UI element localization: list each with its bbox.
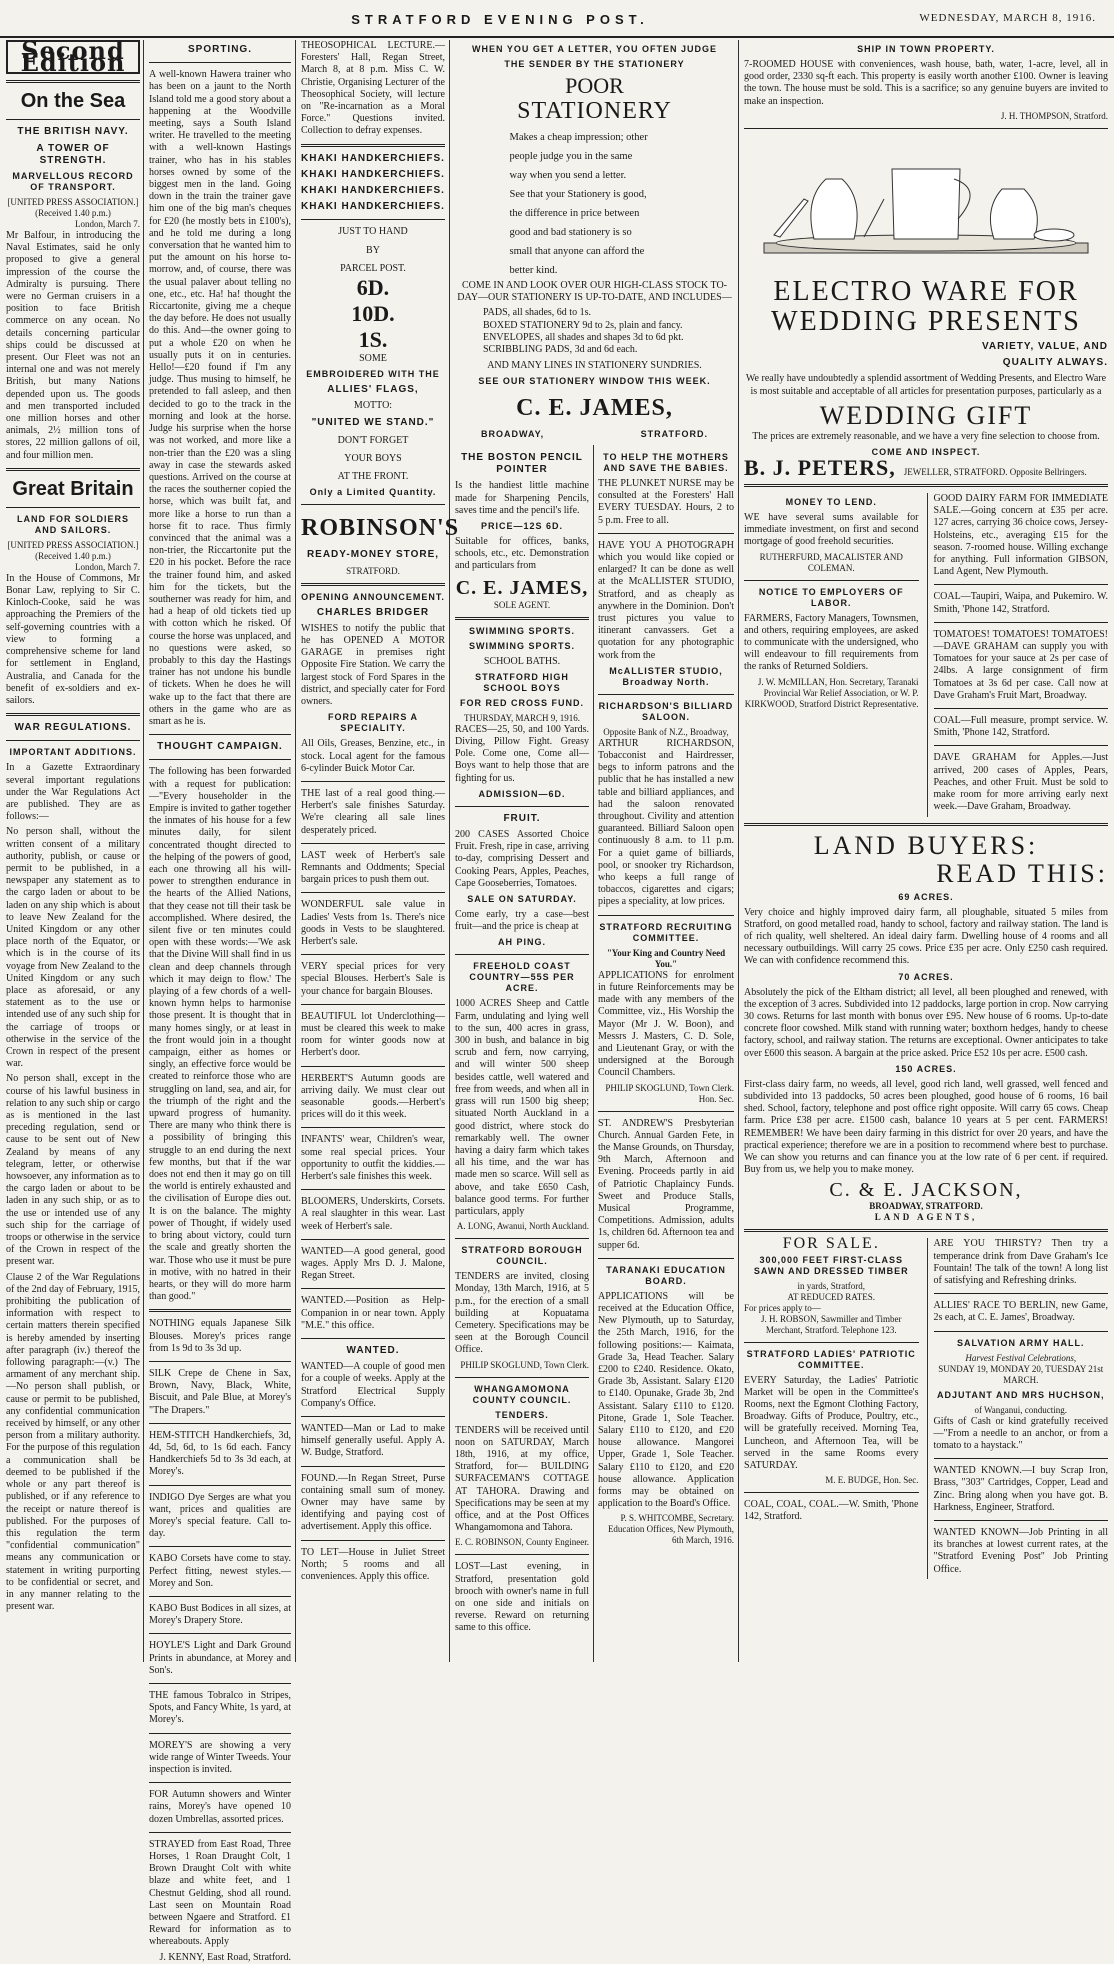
fruit-body: 200 CASES Assorted Choice Fruit. Fresh, ripe in case, arriving to-day, comprising Dessert and Cooking Pears, Apples, Peaches, Cape Gooseberries, Tomatoes. [455,829,589,889]
jackson-address: BROADWAY, STRATFORD. [869,1201,983,1212]
wanted-ad: WANTED.—Position as Help-Companion in or near town. Apply "M.E." this office. [301,1295,445,1331]
robson: J. H. ROBSON, Sawmiller and Timber Merchant, Stratford. Telephone 123. [760,1313,902,1335]
parcel-post: PARCEL POST. [340,262,406,274]
price-1s: 1S. [358,327,388,353]
received-time: (Received 1.40 p.m.) [35,208,111,219]
harvest-festival: Harvest Festival Celebrations, [965,1352,1077,1363]
right-ad: DAVE GRAHAM for Apples.—Just arrived, 200 cases of Apples, Pears, Peaches, and other Fruit. Must be sold to make room for more arriving early next week.—Dave Graham, Broadway. [933,752,1108,813]
acres-150: 150 ACRES. [895,1063,957,1074]
gift-body: The prices are extremely reasonable, and we have a very fine selection to choose from. [752,430,1100,442]
article-body: In the House of Commons, Mr Bonar Law, replying to Sir C. Kinloch-Cooke, said he was approaching the Premiers of the self-governing countries with a view to forming a comprehensive scheme for land for settlement in England, Australia, and Canada for the benefit of ex-soldiers and ex-sailors. [6,572,140,706]
ladies-committee: STRATFORD LADIES' PATRIOTIC COMMITTEE. [746,1348,916,1370]
fruit-heading: FRUIT. [503,812,541,824]
come-inspect: COME AND INSPECT. [871,447,981,458]
herbert-ad: LAST week of Herbert's sale Remnants and Oddments; Special bargain prices to push them out. [301,849,445,886]
electro-body: We really have undoubtedly a splendid assortment of Wedding Presents, and Electro Ware is most suitable and acceptable of all articles for presentation purposes, particularly as a [745,373,1107,397]
article-body: Mr Balfour, in introducing the Naval Estimates, said he only proposed to give a general impression of the course the Admiralty is pursuing. There were no German cruisers in a position to face British commerce on any ocean. No details concerning particular ships could be discussed at present. Our Fleet was not an internal one and was not merely British, but many Nations depended upon us. The goods and men transported included one million horses and other animals, 2½ million tons of stores, 22 million gallons of oil, and four million men. [6,230,140,461]
allies-flags: ALLIES' FLAGS, [327,384,419,396]
wanted-heading: WANTED. [346,1345,400,1357]
red-cross-fund: FOR RED CROSS FUND. [459,697,584,708]
bridger-name: CHARLES BRIDGER [316,606,430,618]
stationery-label: STATIONERY [517,98,672,124]
stationery-line: way when you send a letter. [509,170,627,181]
acres-69-body: Very choice and highly improved dairy farm, all ploughable, situated 5 miles from Stratford, on good metalled road, handy to school, factory and railway station. The land is of rich quality, well sheltered. An ideal dairy farm. Dwelling house of 4 rooms and all necessary outbuildings. Will carry 25 cows. Price £35 per acre. Only £250 cash required. We can with confidence recommend this. [744,906,1108,967]
billiard-body: ARTHUR RICHARDSON, Tobacconist and Hairdresser, begs to inform patrons and the public that he has installed a new table and billiard appliances, and had the saloon renovated throughout. Civility and attention guaranteed. Billiard Saloon open continuously 8 a.m. to 11 p.m. For a quiet game of billiards, pool, or snooker try Richardson, who keeps a full range of tobaccos, cigarettes and cigars; pipes a speciality, at low prices. [598,737,734,908]
dateline: London, March 7. [75,561,140,572]
apply-prices: For prices apply to— [744,1302,821,1313]
harvest-dates: SUNDAY 19, MONDAY 20, TUESDAY 21st MARCH. [938,1363,1104,1385]
recruit-signature: PHILIP SKOGLUND, Town Clerk. Hon. Sec. [605,1082,734,1104]
headline-sporting: SPORTING. [187,44,252,55]
tenders-heading: TENDERS. [495,1409,549,1420]
article-body: No person shall, except in the course of his lawful business in relation to any such ship or cargo as is mentioned in the last preceding regulation, send or cause to be sent out of New Zealand by means of any telegram, letter, or otherwise howsoever, any information as to the cargo laden or about to be laden in any such ship, or as to the use or intended use of any such ship for the carriage of troops or otherwise in the service of the Crown in respect of the present war. [6,1073,140,1268]
column-ads-2 [455,448,589,1662]
khaki-line: KHAKI HANDKERCHIEFS. [301,168,445,180]
stray-signature: J. KENNY, East Road, Stratford. [159,1951,291,1963]
mothers-babies: TO HELP THE MOTHERS AND SAVE THE BABIES. [603,452,729,473]
acres-70-body: Absolutely the pick of the Eltham district; all level, all been ploughed and renewed, with the exception of 3 acres. Subdivided into 12 paddocks, large portion in crop. Now carrying 30 cows. Returns for last month with bonus over £95. New house of 6 rooms. Up-to-date concrete floor cowshed. Milk stand with running water; boxthorn hedges, handy to cheese factory, school, and railway station. The returns are exceptional. Owner anticipates to take over £600 this season. A bargain at the price asked. Price £52 10s per acre. £500 cash. [744,986,1108,1059]
education-signature: P. S. WHITCOMBE, Secretary. Education Offices, New Plymouth, 6th March, 1916. [607,1513,734,1546]
notice-body: FARMERS, Factory Managers, Townsmen, and others, requiring employees, are asked to communicate with the undersigned, who will endeavour to fill requirements from the ranks of Returned Soldiers. [744,612,919,673]
subhead: IMPORTANT ADDITIONS. [9,747,137,758]
column-rule [295,40,296,1662]
subhead: LAND FOR SOLDIERS AND SAILORS. [16,513,129,535]
opening-announcement: OPENING ANNOUNCEMENT. [301,591,445,602]
found-ad: FOUND.—In Regan Street, Purse containing small sum of money. Owner may have same by identifying and paying cost of advertisement. Apply this office. [301,1472,445,1533]
stationery-ad [455,40,734,440]
classified-ad: THE famous Tobralco in Stripes, Spots, and Fancy White, 1s yard, at Morey's. [149,1689,291,1726]
land-buyers: LAND BUYERS: [813,830,1039,860]
stray-notice: STRAYED from East Road, Three Horses, 1 Roan Draught Colt, 1 Brown Draught Colt with white blaze and white feet, and 1 Chestnut Gelding, shod all round. Last seen on Mountain Road between Ngaere and Stratford. £1 Reward for information as to whereabouts. Apply [149,1838,291,1948]
recruiting-body: APPLICATIONS for enrolment in future Reinforcements may be made with any members of the Committee, viz., His Worship the Mayor (Mr J. W. Boon), and Messrs J. Masters, C. D. Sole, and Lieutenant Gray, or with the undersigned at the Borough Council Chambers. [598,969,734,1079]
stationery-window: SEE OUR STATIONERY WINDOW THIS WEEK. [478,376,711,387]
borough-council: STRATFORD BOROUGH COUNCIL. [461,1245,583,1267]
boston-body: Is the handiest little machine made for Sharpening Pencils, saves time and the pencil's life. [455,480,589,516]
herbert-ad: HERBERT'S Autumn goods are arriving daily. We must clear out seasonable goods.—Herbert's prices will do it this week. [301,1072,445,1121]
stationery-line: better kind. [509,265,558,276]
swim-date: THURSDAY, MARCH 9, 1916. [463,712,581,723]
column-rule [593,445,594,1662]
article-body: A well-known Hawera trainer who has been on a jaunt to the North Island told me a good story about a happening at the Woodville meeting, says a South Island writer. He travelled to the meeting with a well-known Hastings trainer, who has in his stables horses owned by some of the biggest men in the land. Going down in the train the trainer gave him one of the big man's cheques for £20 (he mostly bets in £100's), and he told me during a long conversation that he wanted him to put the amount on his horse to-morrow, and, of course, there was the usual palaver about telling no one, etc., etc. Ha! ha! thought the Riccartonite, giving me a cheque the day before. He does not usually do this. And—the owner going to put a whole £20 on when he usually puts it on in centuries. Hello!—£20 found if I'm any judge. Thus musing to himself, he pretended to fall asleep, and then decided to go to the track in the morning and look at the horse. Judge his surprise when the horse was not worked, and more like a non-trier than the £20 was a sling away in case the stewards asked questions. Arrived on the course at the races the southerner copied the horse, which was built fat, and more like a horse to run than a horse fit to race. Thus firmly convinced that the animal was a non-trier, the Riccartonite put the £20 in his pocket. Before the race the trainer found him, and asked him for the tickets, but the southerner was ready for him, and had a heap of old tickets tied up with cotton which he risked. Of course the horse was unplaced, and no questions were asked, so probably to this day the Hastings trainer has not undone his bundle of tickets. When he does he will wake up to the fact that there are others in the game who are as smart as he is. [149,69,291,727]
stationery-line: small that anyone can afford the [509,246,645,257]
wedding-gift: WEDDING GIFT [819,400,1033,430]
robinsons-store-name: ROBINSON'S [301,515,460,542]
james-address [455,425,734,444]
education-board: TARANAKI EDUCATION BOARD. [606,1264,726,1286]
sole-agent: SOLE AGENT. [493,599,551,610]
sale-body: Come early, try a case—best fruit—and the price is cheap at [455,909,589,933]
budge-signature: M. E. BUDGE, Hon. Sec. [825,1475,919,1486]
classified-ad: HEM-STITCH Handkerchiefs, 3d, 4d, 5d, 6d, to 1s 6d each. Fancy Handkerchiefs 5d to 3s 3d each, at Morey's. [149,1429,291,1478]
freehold-body: 1000 ACRES Sheep and Cattle Farm, undulating and lying well to the sun, 400 acres in grass, 300 in bush, and balance in big scrub and fern, now carrying, and will winter 500 sheep besides cattle, well watered and free from weeds, and when all in grass will run 1500 big sheep; situated North Auckland in a good district, where stock do remarkably well. The owner having a dairy farm which takes all his time, and the war has made men so scarce. Will sell as above, and take £650 Cash, balance good terms. For further particulars, apply [455,998,589,1217]
philip-signature: PHILIP SKOGLUND, Town Clerk. [460,1359,589,1370]
swimming-sports: SWIMMING SPORTS. [469,625,575,636]
received-time: (Received 1.40 p.m.) [35,550,111,561]
classified-ad: HOYLE'S Light and Dark Ground Prints in abundance, at Morey and Son's. [149,1640,291,1676]
store-town: STRATFORD. [346,565,400,576]
classified-ad: NOTHING equals Japanese Silk Blouses. Morey's prices range from 1s 9d to 3s 3d up. [149,1318,291,1354]
classified-ad: KABO Corsets have come to stay. Perfect fitting, newest styles.—Morey and Son. [149,1553,291,1589]
whangamomona-body: TENDERS will be received until noon on SATURDAY, March 18th, 1916, at my office, Stratford, for— BUILDING SURFACEMAN'S COTTAGE AT TAHORA. Drawing and Specifications may be seen at my office, and at the Post Offices Whangamomona and Tahora. [455,1424,589,1534]
whangamomona-council: WHANGAMOMONA COUNTY COUNCIL. [472,1383,572,1405]
headline-great-britain: Great Britain [12,477,134,500]
james-street: BROADWAY, [481,429,545,440]
dateline: London, March 7. [75,219,140,230]
classified-ad: SILK Crepe de Chene in Sax, Brown, Navy, Black, White, Biscuit, and Pale Blue, at Morey's "The Drapers." [149,1367,291,1416]
right-ad: TOMATOES! TOMATOES! TOMATOES!—DAVE GRAHAM can supply you with Tomatoes for your sauce at 2s per case of 24lbs. A large consignment of firm Tomatoes at 3s 6d per case. Call now at Dave Graham's Fruit Mart, Broadway. [933,628,1108,701]
peters-address: JEWELLER, STRATFORD. Opposite Bellringers. [903,467,1087,478]
king-country: "Your King and Country Need You." [606,947,726,969]
swimming-sports: SWIMMING SPORTS. [469,640,575,651]
article-body: The following has been forwarded with a request for publication:—"Every householder in the Empire is invited to gather together the inmates of his house for a few minutes daily, for silent concentrated thought directed to the helping of the powers of good, each one throwing all his will-power to strengthen endurance in the hearts of the Allied Nations, that they cease not till their task be accomplished. Where desired, the silent five or ten minutes could open with these words:—'We ask that the Divine Will shall find in us clean and deep channels through which it may deign to flow.' The playing of a few chords of a well-known hymn helps to harmonise those present. It is thought that in many homes singly, or at least in the front would join in a thought campaign, either as homes or singly, an effective force would be created to reinforce those who are struggling on land, sea, and air, for the triumph of the right and the upward progress of humanity. There are many who think there is a possibility of bringing this struggle to an end during the next few months, but that if the war does not end then it may go on till the world is entirely exhausted and the civilisation of Europe dies out. It is on the balance. The mighty power of Thought, if widely used to bring about victory, could turn the scale and greatly shorten the war. Those who use it must be pure in motive, with no hatred in their hearts, or they will do more harm than good." [149,766,291,1303]
herbert-ad: WONDERFUL sale value in Ladies' Vests from 1s. There's nice goods in Vests to be slaughtered. Herbert's sale. [301,899,445,947]
poor-label: POOR [565,73,624,98]
herbert-ad: BEAUTIFUL lot Underclothing—must be cleared this week to make room for winter goods now at Herbert's door. [301,1010,445,1059]
boston-pencil-title: THE BOSTON PENCIL POINTER [461,452,583,476]
lost-notice: LOST—Last evening, in Stratford, presentation gold brooch with owner's name in full on one side and initials on reverse. Reward on returning same to this office. [455,1561,589,1634]
wanted-ad: WANTED—A couple of good men for a couple of weeks. Apply at the Stratford Electrical Supply Company's Office. [301,1361,445,1409]
stationery-come-in: COME IN AND LOOK OVER OUR HIGH-CLASS STOCK TO-DAY—OUR STATIONERY IS UP-TO-DATE, AND INCLUDES— [457,280,732,304]
ship-body: 7-ROOMED HOUSE with conveniences, wash house, bath, water, 1-acre, level, all in good order, 2330 sq-ft each. This property is easily worth another £100. Owner is leaving the town. The house must be sold. This is a sacrifice; so any genuine buyers are invited to make an inspection. [744,59,1108,107]
berlin-ad: ALLIES' RACE TO BERLIN, new Game, 2s each, at C. E. James', Broadway. [933,1300,1108,1324]
price-10d: 10D. [351,301,395,327]
electroware-illustration [744,139,1108,269]
ready-money-store: READY-MONEY STORE, [306,549,440,561]
along-signature: A. LONG, Awanui, North Auckland. [456,1221,589,1232]
ce-james-name: C. E. JAMES, [516,395,673,422]
by-label: BY [366,244,380,256]
freehold-heading: FREEHOLD COAST COUNTRY—55S PER ACRE. [469,961,575,994]
newspaper-title: STRATFORD EVENING POST. [351,12,649,27]
issue-date: WEDNESDAY, MARCH 8, 1916. [919,12,1096,24]
your-boys: YOUR BOYS [344,453,402,465]
photo-body: HAVE YOU A PHOTOGRAPH which you would like copied or enlarged? It can be done as well at the McALLISTER STUDIO, Stratford, and as cheaply as anywhere in the Dominion. Don't trust pictures you value to itinerant canvassers. Get a quotation for any photographic work from the [598,539,734,661]
sale-saturday: SALE ON SATURDAY. [467,894,577,905]
for-sale: FOR SALE. [782,1235,880,1253]
money-body: WE have several sums available for immediate investment, on first and second mortgage of good freehold securities. [744,512,919,548]
embroidered-label: EMBROIDERED WITH THE [306,369,440,380]
stationery-item: ENVELOPES, all shades and shapes 3d to 6d pkt. [483,331,684,343]
education-body: APPLICATIONS will be received at the Education Office, New Plymouth, up to Saturday, the 25th March, 1916, for the following positions:— Kaimata, Grade 3a, Head Teacher. Salary £200 to £240. Residence. Okato, Grade 3b, Assistant. Salary £120 to £140. Opunake, Grade 3b, 2nd Assistant. Salary £110 to £120. Pitone, Grade 1, Sole Teacher. Salary £110 to £120, and £20 house allowance. Mangorei Upper, Grade 1, Sole Teacher. Salary £110 to £120, and £20 house allowance. Application forms may be obtained on application to the Board's Office. [598,1290,734,1510]
wanted-ad: WANTED—Man or Lad to make himself generally useful. Apply A. W. Budge, Stratford. [301,1423,445,1459]
price-6d: 6D. [356,275,390,301]
right-left-subcolumn [744,493,919,816]
right-right-subcolumn [927,493,1109,816]
column-news [6,36,140,1662]
ah-ping: AH PING. [497,937,546,948]
money-to-lend: MONEY TO LEND. [785,497,877,508]
morey-ads [149,1318,291,1833]
press-association: [UNITED PRESS ASSOCIATION.] [7,197,139,208]
salvation-army: SALVATION ARMY HALL. [957,1337,1085,1348]
stationery-line: See that your Stationery is good, [509,189,647,200]
subhead: MARVELLOUS RECORD OF TRANSPORT. [12,171,134,193]
swim-races: RACES—25, 50, and 100 Yards. Diving, Pillow Fight. Greasy Pole. Come one, Come all—Boys want to help those that are fighting for us. [455,723,589,784]
column-ads-3 [598,448,734,1662]
khaki-line: KHAKI HANDKERCHIEFS. [301,152,445,164]
subhead: THE BRITISH NAVY. [17,126,129,138]
theosophical-notice: THEOSOPHICAL LECTURE.—Foresters' Hall, Regan Street, March 8, at 8 p.m. Miss C. W. Christie, Organising Lecturer of the Theosophical Society, will lecture on "Re-incarnation as a Moral Force." Questions invited. Collection to defray expenses. [301,40,445,137]
wanted-ad: WANTED—A good general, good wages. Apply Mrs D. J. Malone, Regan Street. [301,1245,445,1282]
stationery-line: Makes a cheap impression; other [509,132,648,143]
electro-title-1: ELECTRO WARE FOR [773,276,1079,308]
ford-repairs: FORD REPAIRS A SPECIALITY. [327,712,418,734]
headline-thought-campaign: THOUGHT CAMPAIGN. [157,741,283,753]
thirsty-ad: ARE YOU THIRSTY? Then try a temperance drink from Dave Graham's Ice Fountain! The talk of the town! A long list of satisfying and Refreshing drinks. [933,1238,1108,1286]
motto-label: MOTTO: [353,400,393,412]
limited-quantity: Only a Limited Quantity. [309,487,437,498]
herbert-ad: BLOOMERS, Underskirts, Corsets. A real slaughter in this wear. Last week of Herbert's sale. [301,1196,445,1232]
edition-banner: Second Edition [6,40,140,74]
stationery-item: SCRIBBLING PADS, 3d and 6d each. [483,344,638,356]
recruiting-committee: STRATFORD RECRUITING COMMITTEE. [599,921,733,943]
headline-war-regulations: WAR REGULATIONS. [14,722,132,734]
billiard-saloon: RICHARDSON'S BILLIARD SALOON. [598,700,734,722]
stationery-item: PADS, all shades, 6d to 1s. [483,307,591,319]
column-rule [143,40,144,1662]
ce-james-agent: C. E. JAMES, [455,576,589,599]
at-the-front: AT THE FRONT. [337,471,409,483]
right-ad: COAL—Full measure, prompt service. W. Smith, 'Phone 142, Stratford. [933,715,1108,739]
column-ads-1 [301,40,460,1662]
thompson-signature: J. H. THOMPSON, Stratford. [1000,110,1108,121]
scrap-ad: WANTED KNOWN.—I buy Scrap Iron, Brass, "303" Cartridges, Copper, Lead and Zinc. Bring along when you have got. B. Harkness, Engineer, Stratford. [933,1465,1108,1513]
herbert-ad: THE last of a real good thing.—Herbert's sale finishes Saturday. We're clearing all sale lines desperately priced. [301,787,445,836]
st-andrews-body: ST. ANDREW'S Presbyterian Church. Annual Garden Fete, in the Manse Grounds, on Thursday, 9th March, Afternoon and Evening. Proceeds partly in aid of Patriotic Chaplaincy Funds. Sweet and Produce Stalls, Musical Programme, Competitions. Admission, adults 1s, children 6d. Afternoon tea and supper 6d. [598,1117,734,1251]
subhead: A TOWER OF STRENGTH. [36,142,110,166]
headline-on-the-sea: On the Sea [20,90,126,113]
high-school-boys: STRATFORD HIGH SCHOOL BOYS [475,671,569,693]
read-this: READ THIS: [936,858,1108,888]
herbert-ad: VERY special prices for very special Blouses. Herbert's Sale is your chance for bargain Blouses. [301,961,445,997]
ford-body: All Oils, Greases, Benzine, etc., in stock. Local agent for the famous 6-cylinder Buick Motor Car. [301,738,445,774]
just-to-hand: JUST TO HAND [338,226,408,238]
classified-ad: KABO Bust Bodices in all sizes, at Morey's Drapery Store. [149,1602,291,1627]
school-baths: SCHOOL BATHS. [483,655,561,667]
quality-always: QUALITY ALWAYS. [1002,357,1108,369]
to-let-ad: TO LET—House in Juliet Street North; 5 rooms and all conveniences. Apply this office. [301,1546,445,1583]
james-town: STRATFORD. [640,429,708,440]
variety-value: VARIETY, VALUE, AND [981,341,1108,353]
mcallister-studio: McALLISTER STUDIO, Broadway North. [609,665,723,687]
admission: ADMISSION—6D. [478,788,566,799]
right-ad: GOOD DAIRY FARM FOR IMMEDIATE SALE.—Going concern at £35 per acre. 127 acres, carrying 36 choice cows, Jersey-Holsteins, etc., averaging £15 for the season. 7-roomed house. Willing exchange for anything. Full information GIBSON, Land Agent, New Plymouth. [933,493,1108,578]
timber-yards: in yards, Stratford, [797,1280,865,1291]
acres-70: 70 ACRES. [898,971,954,982]
khaki-line: KHAKI HANDKERCHIEFS. [301,201,445,213]
right-bottom-right [927,1238,1109,1578]
tenders-body: TENDERS are invited, closing Monday, 13th March, 1916, at 5 p.m., for the erection of a small building at Kopuatama Cemetery. Specifications may be seen at the Borough Council Office. [455,1271,589,1356]
some-label: SOME [359,353,387,365]
column-ads-4 [744,40,1108,1662]
masthead [0,0,1114,38]
mcmillan-signature: J. W. McMILLAN, Hon. Secretary, Taranaki Provincial War Relief Association, or W. P. KIRKWOOD, Stratford District Representative. [744,676,919,709]
garage-body: WISHES to notify the public that he has OPENED A MOTOR GARAGE in premises right Opposite Fire Station. We carry the largest stock of Ford Spares in the district, and specially cater for Ford owners. [301,622,445,708]
article-body: In a Gazette Extraordinary several important regulations under the War Regulations Act are published. They are as follows:— [6,762,140,823]
gifts-body: Gifts of Cash or kind gratefully received—"From a needle to an anchor, or from a tomato to a haystack." [933,1415,1108,1451]
stationery-top-line: WHEN YOU GET A LETTER, YOU OFTEN JUDGE [471,44,718,54]
plunket-body: THE PLUNKET NURSE may be consulted at the Foresters' Hall EVERY TUESDAY. Hours, 2 to 5 p.m. Free to all. [598,478,734,526]
jackson-name: C. & E. JACKSON, [829,1179,1023,1202]
acres-69: 69 ACRES. [898,891,954,902]
classified-ad: INDIGO Dye Serges are what you want, prices and qualities are Morey's special feature. Call to-day. [149,1491,291,1540]
land-agents: LAND AGENTS, [874,1212,978,1223]
press-association: [UNITED PRESS ASSOCIATION.] [7,539,139,550]
ship-property: SHIP IN TOWN PROPERTY. [857,44,995,54]
reduced-rates: AT REDUCED RATES. [787,1291,876,1302]
printing-ad: WANTED KNOWN—Job Printing in all its branches at lowest current rates, at the "Stratford Evening Post" Job Printing Office. [933,1527,1108,1575]
notice-employers: NOTICE TO EMPLOYERS OF LABOR. [758,586,904,608]
stationery-line: the difference in price between [509,208,640,219]
stationery-line: people judge you in the same [509,151,633,162]
stationery-line: good and bad stationery is so [509,227,632,238]
electro-title-2: WEDDING PRESENTS [771,306,1081,338]
article-body: No person shall, without the written consent of a military authority, publish, or cause or permit to be published, in a newspaper any statement as to the cargo laden or about to be laden on any ship which is about to leave New Zealand for the United Kingdom or any other place north of the Equator, or which is in the course of its voyage from New Zealand to the United Kingdom or any such place as aforesaid, or any statement as to the use or intended use of any such ship for the carriage of troops or otherwise in the service of the Crown in respect of the present war. [6,826,140,1070]
herbert-ad: INFANTS' wear, Children's wear, some real special prices. Your opportunity to outfit the kiddies.—Herbert's sale finishes this week. [301,1134,445,1182]
peters-name: B. J. PETERS, [744,455,896,481]
wanganui: of Wanganui, conducting. [974,1404,1068,1415]
stationery-top-line-2: THE SENDER BY THE STATIONERY [504,59,685,69]
right-bottom-left [744,1235,919,1578]
ladies-body: EVERY Saturday, the Ladies' Patriotic Market will be open in the Committee's Rooms, next the Egmont Clothing Factory, Broadway. Gifts of Produce, Poultry, etc., will be gratefully received. Morning Tea, Luncheon, and Afternoon Tea, will be served in the same Rooms every SATURDAY. [744,1374,919,1471]
robinson-signature: E. C. ROBINSON, County Engineer. [455,1537,589,1548]
acres-150-body: First-class dairy farm, no weeds, all level, good rich land, well grassed, well fenced and subdivided into 13 paddocks, 50 acres been ploughed, good house of 6 rooms, 16 bail shed. School, factory, telephone and post office right opposite. Will carry 65 cows. Cheap farm. Price £38 per acre. £1500 cash, balance 10 years at 5 per cent. FARMERS! REMEMBER! We have been dairy farming in this district for over 20 years, and have the practical experience; therefore we are in a position to recommend where best to purchase. We can show you returns and can finance you at the low rate of 6 per cent. if required. Buy from us, we help you to make money. [744,1078,1108,1176]
classified-ad: FOR Autumn showers and Winter rains, Morey's have opened 10 dozen Umbrellas, assorted prices. [149,1789,291,1825]
classified-ad: MOREY'S are showing a very wide range of Winter Tweeds. Your inspection is invited. [149,1739,291,1775]
rutherfurd: RUTHERFURD, MACALISTER AND COLEMAN. [759,551,903,573]
billiard-address: Opposite Bank of N.Z., Broadway, [603,726,729,737]
timber-sawn: 300,000 FEET FIRST-CLASS SAWN AND DRESSED TIMBER [753,1254,909,1276]
peters-line [744,455,1108,481]
boston-suitable: Suitable for offices, banks, schools, etc., etc. Demonstration and particulars from [455,536,589,572]
dont-forget: DON'T FORGET [337,434,409,446]
stationery-sundries: AND MANY LINES IN STATIONERY SUNDRIES. [487,360,702,372]
boston-price: PRICE—12S 6D. [480,521,564,532]
right-ad: COAL—Taupiri, Waipa, and Pukemiro. W. Smith, 'Phone 142, Stratford. [933,591,1108,615]
column-sporting [149,40,291,1963]
column-rule [449,40,450,1662]
stationery-item: BOXED STATIONERY 9d to 2s, plain and fancy. [483,319,683,331]
column-rule [738,40,739,1662]
coal-ad: COAL, COAL, COAL.—W. Smith, 'Phone 142, Stratford. [744,1499,919,1523]
adjutant: ADJUTANT AND MRS HUCHSON, [937,1389,1105,1400]
khaki-line: KHAKI HANDKERCHIEFS. [301,185,445,197]
article-body: Clause 2 of the War Regulations of the 2nd day of February, 1915, prohibiting the publication of information with respect to certain matters therein specified is hereby amended by inserting after paragraph (iv.) thereof the following paragraph:—(v.) The armament of any merchant ship.—No person shall publish, or cause or permit to be published, any confidential communication received by himself, or any other person from a military authority. For the purpose of this regulation a communication shall be deemed to be published if the whole or any part thereof is published, or if any reference to the receipt or nature thereof is published. For the purposes of this regulation the term "confidential communication" means any communication or statement in writing purporting to be confidential or secret, and in any manner relating to the present war. [6,1271,140,1613]
motto-text: "UNITED WE STAND." [311,416,435,428]
